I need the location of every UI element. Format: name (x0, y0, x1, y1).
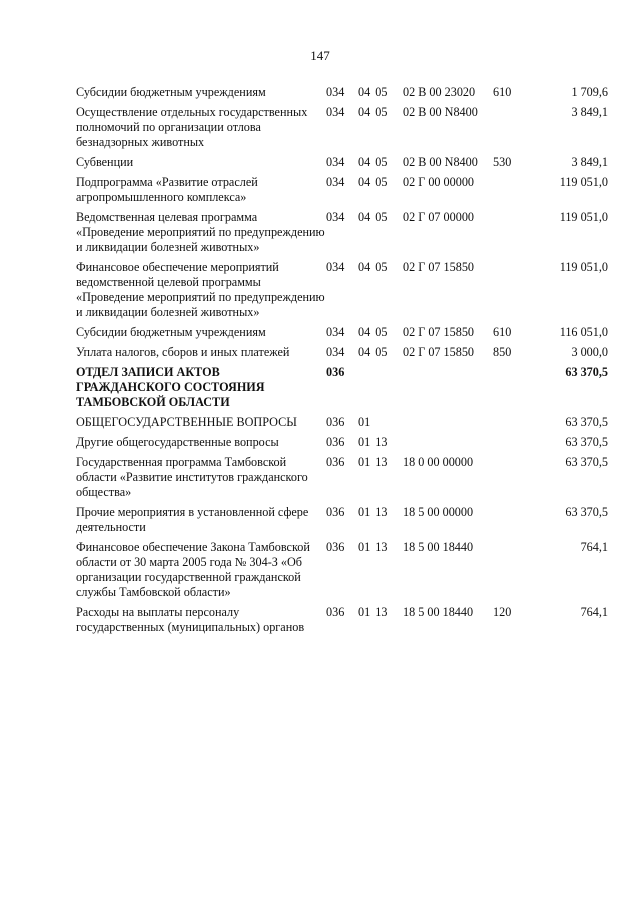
table-row (76, 505, 608, 540)
amount: 63 370,5 (565, 365, 608, 379)
section-code: 04 05 (358, 85, 388, 99)
ministry-code: 036 (326, 540, 345, 554)
section-code: 01 13 (358, 505, 388, 519)
item-name: Ведомственная целевая программа «Проведение мероприятий по предупреждению и ликвидации болезней животных» (76, 210, 325, 254)
target-article-code: 18 5 00 18440 (403, 605, 474, 619)
expense-type-code (493, 105, 533, 155)
item-name: Уплата налогов, сборов и иных платежей (76, 345, 290, 359)
section-code: 01 13 (358, 605, 388, 619)
section-code: 04 05 (358, 260, 388, 274)
ministry-code: 036 (326, 505, 345, 519)
budget-table-body (76, 85, 608, 640)
ministry-code: 034 (326, 155, 345, 169)
item-name: ОБЩЕГОСУДАРСТВЕННЫЕ ВОПРОСЫ (76, 415, 297, 429)
item-name: Осуществление отдельных государственных полномочий по организации отлова безнадзорных животных (76, 105, 308, 149)
expense-type-code (493, 540, 533, 605)
table-row (76, 155, 608, 175)
ministry-code: 036 (326, 435, 345, 449)
item-name: Субсидии бюджетным учреждениям (76, 325, 266, 339)
ministry-code: 034 (326, 210, 345, 224)
target-article-code: 18 0 00 00000 (403, 455, 474, 469)
table-row (76, 540, 608, 605)
item-name: Финансовое обеспечение мероприятий ведомственной целевой программы «Проведение мероприятий по предупреждению и ликвидации болезней животных» (76, 260, 325, 319)
ministry-code: 034 (326, 345, 345, 359)
section-code: 04 05 (358, 105, 388, 119)
target-article-code (403, 365, 493, 415)
budget-table (76, 85, 608, 640)
section-code: 04 05 (358, 345, 388, 359)
section-code: 04 05 (358, 325, 388, 339)
section-code: 04 05 (358, 210, 388, 224)
section-code: 01 13 (358, 435, 388, 449)
ministry-code: 036 (326, 605, 345, 619)
item-name: Финансовое обеспечение Закона Тамбовской области от 30 марта 2005 года № 304-З «Об организации государственной гражданской службы Тамбовской области» (76, 540, 310, 599)
section-code (358, 365, 403, 415)
table-row (76, 345, 608, 365)
amount: 63 370,5 (565, 435, 608, 449)
expense-type-code: 610 (493, 325, 512, 339)
expense-type-code: 610 (493, 85, 512, 99)
amount: 1 709,6 (571, 85, 608, 99)
table-row (76, 365, 608, 415)
expense-type-code (493, 260, 533, 325)
expense-type-code: 850 (493, 345, 512, 359)
ministry-code: 034 (326, 260, 345, 274)
ministry-code: 034 (326, 325, 345, 339)
target-article-code (403, 415, 493, 435)
amount: 3 849,1 (571, 155, 608, 169)
target-article-code: 02 Г 00 00000 (403, 175, 475, 189)
target-article-code: 18 5 00 00000 (403, 505, 474, 519)
ministry-code: 034 (326, 85, 345, 99)
section-code: 04 05 (358, 155, 388, 169)
table-row (76, 175, 608, 210)
ministry-code: 036 (326, 455, 345, 469)
item-name: Субсидии бюджетным учреждениям (76, 85, 266, 99)
target-article-code: 02 Г 07 15850 (403, 345, 475, 359)
amount: 63 370,5 (565, 505, 608, 519)
amount: 119 051,0 (559, 175, 608, 189)
ministry-code: 034 (326, 105, 345, 119)
amount: 116 051,0 (559, 325, 608, 339)
expense-type-code (493, 365, 533, 415)
amount: 119 051,0 (559, 210, 608, 224)
expense-type-code: 530 (493, 155, 512, 169)
amount: 3 000,0 (571, 345, 608, 359)
item-name: Прочие мероприятия в установленной сфере деятельности (76, 505, 309, 534)
section-code: 04 05 (358, 175, 388, 189)
expense-type-code (493, 415, 533, 435)
amount: 63 370,5 (565, 415, 608, 429)
table-row (76, 85, 608, 105)
page-number: 147 (310, 48, 330, 63)
expense-type-code (493, 455, 533, 505)
expense-type-code (493, 435, 533, 455)
target-article-code: 02 Г 07 00000 (403, 210, 475, 224)
item-name: Подпрограмма «Развитие отраслей агропромышленного комплекса» (76, 175, 258, 204)
amount: 764,1 (580, 605, 608, 619)
table-row (76, 455, 608, 505)
ministry-code: 036 (326, 415, 345, 429)
section-code: 01 (358, 415, 371, 429)
target-article-code: 02 В 00 N8400 (403, 155, 478, 169)
target-article-code: 02 В 00 N8400 (403, 105, 478, 119)
amount: 119 051,0 (559, 260, 608, 274)
table-row (76, 210, 608, 260)
item-name: ОТДЕЛ ЗАПИСИ АКТОВ ГРАЖДАНСКОГО СОСТОЯНИЯ ТАМБОВСКОЙ ОБЛАСТИ (76, 365, 265, 409)
section-code: 01 13 (358, 540, 388, 554)
target-article-code: 02 В 00 23020 (403, 85, 476, 99)
item-name: Расходы на выплаты персоналу государственных (муниципальных) органов (76, 605, 305, 634)
item-name: Государственная программа Тамбовской области «Развитие институтов гражданского общества» (76, 455, 308, 499)
ministry-code: 036 (326, 365, 345, 379)
target-article-code: 02 Г 07 15850 (403, 325, 475, 339)
expense-type-code (493, 175, 533, 210)
table-row (76, 415, 608, 435)
amount: 63 370,5 (565, 455, 608, 469)
table-row (76, 105, 608, 155)
table-row (76, 435, 608, 455)
expense-type-code (493, 210, 533, 260)
amount: 3 849,1 (571, 105, 608, 119)
target-article-code (403, 435, 493, 455)
expense-type-code: 120 (493, 605, 512, 619)
amount: 764,1 (580, 540, 608, 554)
section-code: 01 13 (358, 455, 388, 469)
ministry-code: 034 (326, 175, 345, 189)
item-name: Другие общегосударственные вопросы (76, 435, 279, 449)
expense-type-code (493, 505, 533, 540)
item-name: Субвенции (76, 155, 134, 169)
target-article-code: 18 5 00 18440 (403, 540, 474, 554)
target-article-code: 02 Г 07 15850 (403, 260, 475, 274)
table-row (76, 605, 608, 640)
table-row (76, 260, 608, 325)
table-row (76, 325, 608, 345)
